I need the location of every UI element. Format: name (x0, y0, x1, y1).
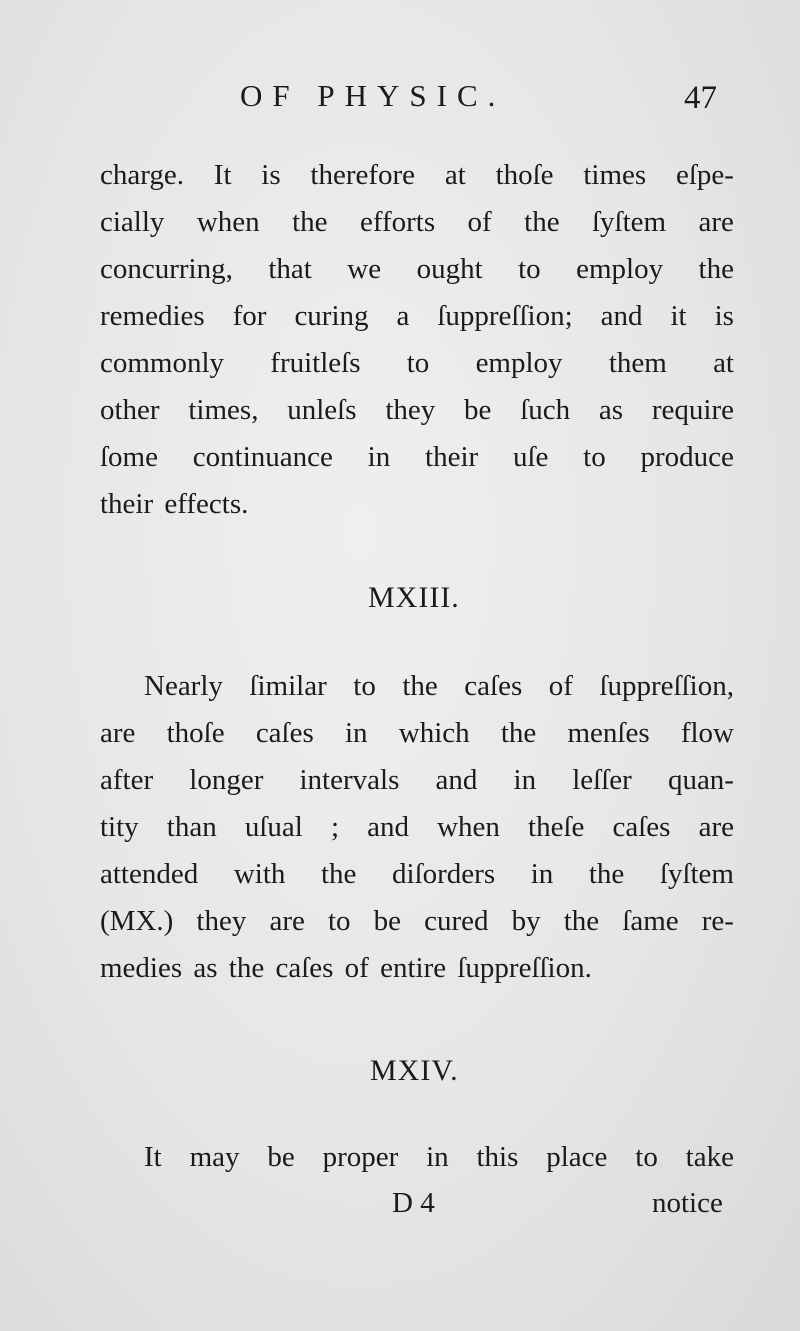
word: theſe (528, 811, 585, 843)
word: cially (100, 206, 165, 238)
section-paragraph (100, 1134, 734, 1181)
word: at (444, 159, 466, 191)
word: caſes (612, 811, 671, 843)
running-head: OF PHYSIC. (240, 78, 506, 113)
word: Nearly (144, 670, 223, 702)
word: to (327, 905, 351, 937)
word: by (511, 905, 541, 937)
word: and (367, 811, 409, 843)
word: uſe (512, 441, 549, 473)
word: thoſe (166, 717, 225, 749)
word: the (563, 905, 600, 937)
text-line (100, 481, 734, 528)
word: ſuch (520, 394, 571, 426)
word: take (685, 1141, 734, 1173)
word: and (435, 764, 478, 796)
word: and (600, 300, 643, 332)
text-line (100, 945, 734, 992)
word: menſes (567, 717, 650, 749)
text-line (100, 434, 734, 481)
word: attended (100, 858, 199, 890)
text-line (100, 804, 734, 851)
text-line (100, 710, 734, 757)
word: this (476, 1141, 519, 1173)
word: at (713, 347, 734, 379)
word: commonly (100, 347, 225, 379)
word: leſſer (572, 764, 632, 796)
word: a (396, 300, 410, 332)
word: their effects. (100, 488, 249, 520)
word: be (267, 1141, 295, 1173)
text-line (100, 293, 734, 340)
word: they (196, 905, 247, 937)
word: longer (189, 764, 264, 796)
word: concurring, (100, 253, 233, 285)
word: employ (576, 253, 664, 285)
word: in (344, 717, 368, 749)
signature-mark: D 4 (392, 1187, 435, 1219)
word: after (100, 764, 154, 796)
section-paragraph (100, 663, 734, 992)
text-line (100, 387, 734, 434)
word: produce (640, 441, 734, 473)
word: ſome (100, 441, 158, 473)
word: ſyſtem (659, 858, 734, 890)
word: the (402, 670, 438, 702)
word: of (467, 206, 492, 238)
word: unleſs (287, 394, 357, 426)
word: times, (188, 394, 259, 426)
word: curing (294, 300, 369, 332)
text-line (100, 199, 734, 246)
word: as (598, 394, 624, 426)
word: their (425, 441, 479, 473)
word: ſuppreſſion; (437, 300, 573, 332)
text-line (100, 152, 734, 199)
word: intervals (299, 764, 400, 796)
word: cured (424, 905, 489, 937)
word: ſyſtem (592, 206, 667, 238)
word: in (513, 764, 537, 796)
word: when (437, 811, 500, 843)
word: It (213, 159, 232, 191)
catchword: notice (652, 1187, 723, 1219)
text-line (100, 757, 734, 804)
word: the (500, 717, 537, 749)
word: with (233, 858, 286, 890)
word: in (530, 858, 554, 890)
section-heading: MXIII. (368, 581, 460, 614)
text-line (100, 898, 734, 945)
word: to (583, 441, 606, 473)
word: therefore (310, 159, 416, 191)
word: the (320, 858, 357, 890)
text-line (100, 246, 734, 293)
word: tity (100, 811, 139, 843)
word: eſpe- (675, 159, 734, 191)
word: to (406, 347, 430, 379)
text-line (100, 851, 734, 898)
word: employ (475, 347, 563, 379)
word: thoſe (495, 159, 554, 191)
word: fruitleſs (270, 347, 361, 379)
word: uſual (244, 811, 303, 843)
word: in (367, 441, 391, 473)
word: when (196, 206, 260, 238)
word: place (546, 1141, 608, 1173)
word: are (269, 905, 305, 937)
word: may (189, 1141, 240, 1173)
word: flow (680, 717, 734, 749)
word: caſes (464, 670, 523, 702)
word: is (261, 159, 281, 191)
word: remedies (100, 300, 205, 332)
word: the (292, 206, 328, 238)
word: we (347, 253, 382, 285)
word: re- (701, 905, 734, 937)
word: ought (416, 253, 483, 285)
word: medies as the caſes of entire ſuppreſſion. (100, 952, 592, 984)
word: are (100, 717, 136, 749)
word: the (698, 253, 734, 285)
word: continuance (192, 441, 333, 473)
word: ſuppreſſion, (599, 670, 734, 702)
word: diſorders (392, 858, 496, 890)
word: that (268, 253, 312, 285)
word: them (608, 347, 667, 379)
word: the (524, 206, 560, 238)
word: other (100, 394, 160, 426)
word: than (166, 811, 217, 843)
word: are (698, 811, 734, 843)
word: (MX.) (100, 905, 174, 937)
word: the (588, 858, 625, 890)
word: require (651, 394, 734, 426)
word: efforts (359, 206, 436, 238)
word: which (398, 717, 470, 749)
word: of (548, 670, 573, 702)
word: in (426, 1141, 449, 1173)
word: is (714, 300, 734, 332)
word: be (373, 905, 402, 937)
word: ; (330, 811, 339, 843)
word: to (635, 1141, 658, 1173)
word: proper (322, 1141, 399, 1173)
text-line (100, 1134, 734, 1181)
word: are (698, 206, 734, 238)
word: it (670, 300, 687, 332)
word: It (144, 1141, 162, 1173)
word: to (518, 253, 541, 285)
section-heading: MXIV. (370, 1054, 459, 1087)
page-number: 47 (684, 80, 717, 116)
word: be (464, 394, 492, 426)
word: they (385, 394, 436, 426)
text-line (100, 663, 734, 710)
word: times (583, 159, 647, 191)
word: ſame (622, 905, 679, 937)
word: ſimilar (249, 670, 327, 702)
word: caſes (255, 717, 314, 749)
text-line (100, 340, 734, 387)
paragraph-text (100, 152, 734, 528)
word: for (232, 300, 267, 332)
word: quan- (667, 764, 734, 796)
word: charge. (100, 159, 184, 191)
word: to (353, 670, 376, 702)
